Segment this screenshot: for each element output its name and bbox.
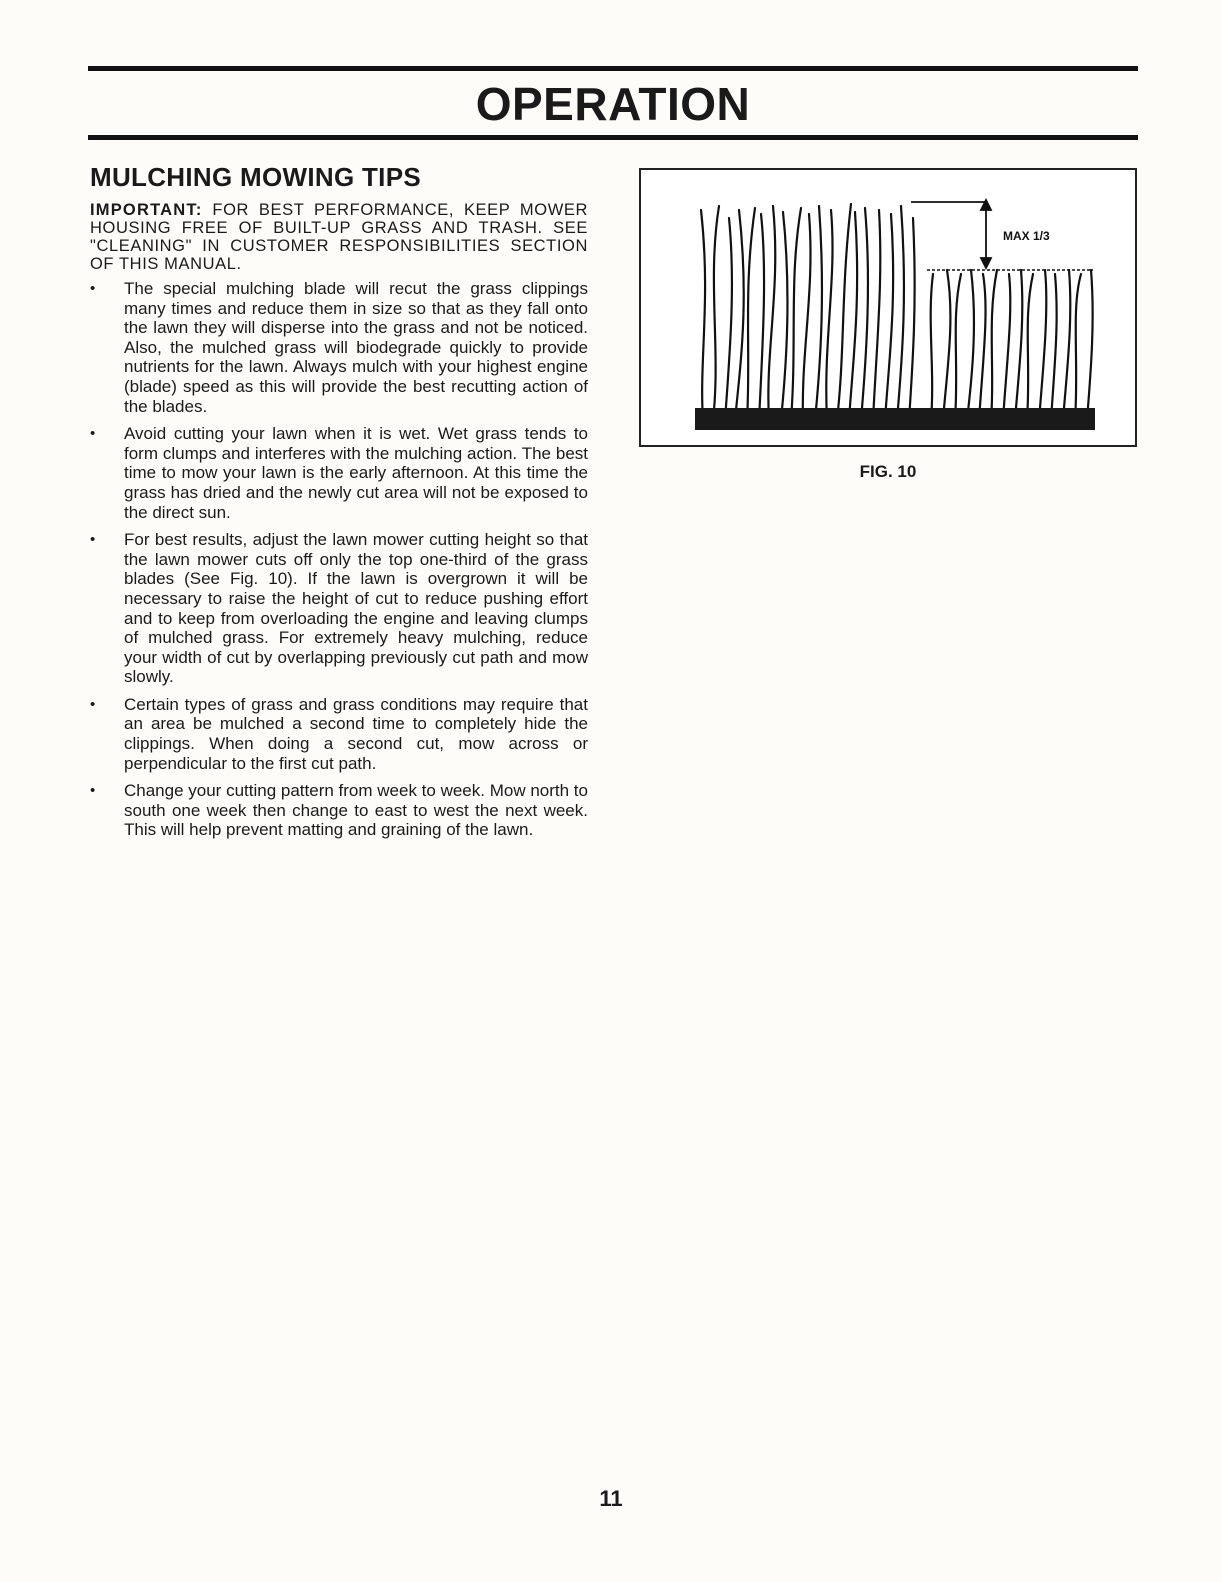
- bullet-icon: •: [90, 695, 96, 713]
- tip-text: Change your cutting pattern from week to week. Mow north to south one week then change to east to west the next week. This will help prevent matting and graining of the lawn.: [124, 781, 588, 840]
- grass-tall-group: [701, 204, 915, 420]
- max-one-third-label: MAX 1/3: [1003, 229, 1050, 243]
- list-item: [90, 530, 588, 687]
- bullet-icon: •: [90, 425, 96, 443]
- important-text: FOR BEST PERFORMANCE, KEEP MOWER HOUSING FREE OF BUILT-UP GRASS AND TRASH. SEE "CLEANING" IN CUSTOMER RESPONSIBILITIES SECTION OF THIS MANUAL.: [90, 201, 589, 273]
- section-heading: MULCHING MOWING TIPS: [90, 162, 421, 192]
- list-item: [90, 781, 588, 840]
- header-rule-top: [88, 66, 1138, 71]
- grass-base: [695, 408, 1095, 430]
- figure-caption: FIG. 10: [859, 462, 917, 481]
- important-notice: [90, 201, 588, 273]
- page-number: 11: [599, 1486, 623, 1511]
- tip-text: The special mulching blade will recut the grass clippings many times and reduce them in size so that as they fall onto the lawn they will disperse into the grass and not be noticed. Also, the mulched grass will biodegrade quickly to provide nutrients for the lawn. Always mulch with your highest engine (blade) speed as this will provide the best recutting action of the blades.: [124, 279, 588, 416]
- important-label: IMPORTANT:: [90, 201, 203, 219]
- page-title: OPERATION: [475, 78, 751, 130]
- tip-text: Avoid cutting your lawn when it is wet. Wet grass tends to form clumps and interferes with the mulching action. The best time to mow your lawn is the early afternoon. At this time the grass has dried and the newly cut area will not be exposed to the direct sun.: [124, 424, 588, 522]
- list-item: [90, 695, 588, 773]
- tips-list: [90, 279, 588, 848]
- list-item: [90, 424, 588, 522]
- grass-cut-group: [931, 270, 1093, 420]
- bullet-icon: •: [90, 531, 96, 549]
- figure-grass-illustration: [639, 168, 1137, 447]
- list-item: [90, 279, 588, 416]
- bullet-icon: •: [90, 280, 96, 297]
- header-rule-bottom: [88, 135, 1138, 140]
- grass-illustration: [641, 170, 1135, 445]
- bullet-icon: •: [90, 782, 96, 800]
- height-indicator: [911, 200, 991, 268]
- tip-text: For best results, adjust the lawn mower cutting height so that the lawn mower cuts off only the top one-third of the grass blades (See Fig. 10). If the lawn is overgrown it will be necessary to raise the height of cut to reduce pushing effort and to keep from overloading the engine and leaving clumps of mulched grass. For extremely heavy mulching, reduce your width of cut by overlapping previously cut path and mow slowly.: [124, 530, 588, 687]
- tip-text: Certain types of grass and grass conditions may require that an area be mulched a second time to completely hide the clippings. When doing a second cut, mow across or perpendicular to the first cut path.: [124, 694, 588, 773]
